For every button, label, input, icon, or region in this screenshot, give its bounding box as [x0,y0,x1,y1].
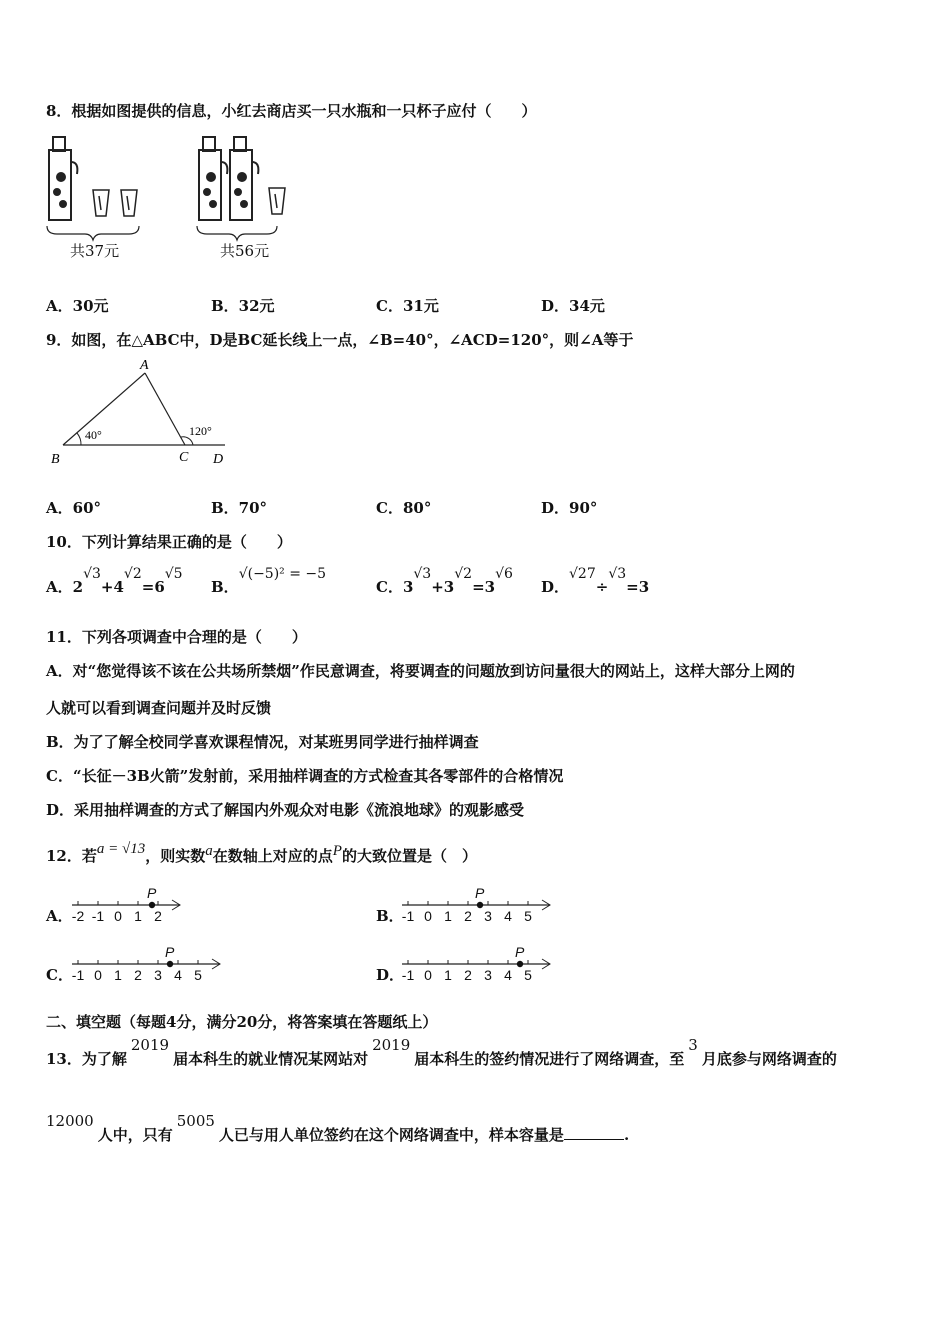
q12-option-a-label: A． [46,907,73,925]
q10-d-expr2: =3 [626,578,650,596]
q12-number-line-b [402,885,562,930]
q13-line2 [46,1112,630,1145]
tick-label: 5 [194,967,202,983]
q10-a-root2: √2 [123,566,142,582]
tick-label: 0 [424,967,432,983]
q13-line1 [46,1036,837,1069]
q10-a-root1: √3 [83,566,101,582]
q12-option-d-label: D． [376,966,405,984]
q12-stem-d: 的大致位置是（ ） [341,847,477,865]
tick-label: 0 [424,908,432,924]
tick-label: 1 [444,967,452,983]
tick-label: 3 [154,967,162,983]
q10-b-expr: √(−5)² = −5 [238,566,327,582]
q10-d-root2: √3 [608,566,627,582]
answer-blank[interactable] [564,1125,624,1140]
label-d: D [213,452,224,467]
label-b: B [51,452,60,467]
bottle-icon-2 [230,137,258,220]
bottle-icon [49,137,77,220]
q13-p4: 月底参与网络调查的 [701,1050,837,1068]
tick-label: 4 [504,967,512,983]
q13-n1: 2019 [130,1036,170,1054]
q10-a-root3: √5 [164,566,183,582]
q10-option-c [376,566,513,597]
q12-number-line-c [72,944,232,989]
q8-option-c: C．31元 [376,297,439,315]
q10-d-root1: √27 [569,566,596,582]
q11-option-a-line1: A．对“您觉得该不该在公共场所禁烟”作民意调查，将要调查的问题放到访问量很大的网站上，这样大部分上网的 [46,662,795,680]
q10-d-label: D． [541,578,570,596]
point-p-label: P [147,885,157,901]
section-2-heading: 二、填空题（每题4分，满分20分，将答案填在答题纸上） [46,1013,438,1031]
q12-stem-b: ，则实数 [145,847,206,865]
q10-d-expr1: ÷ [595,578,609,596]
q12-stem-point: P [332,843,342,859]
q10-stem: 10．下列计算结果正确的是（ ） [46,533,292,551]
q8-option-a: A．30元 [46,297,109,315]
q10-a-expr3: =6 [141,578,165,596]
q9-option-b: B．70° [211,499,268,517]
q10-a-expr1: 2 [72,578,84,596]
tick-label: 1 [444,908,452,924]
side-ab [63,373,145,445]
q12-option-b-label: B． [376,907,404,925]
q9-triangle-figure [45,355,245,470]
angle-b-label: 40° [85,428,102,442]
q13-n2: 2019 [372,1036,411,1054]
tick-label: 2 [154,908,162,924]
side-ac [145,373,185,445]
q13-p6: 人已与用人单位签约在这个网络调查中，样本容量是 [218,1126,564,1144]
q10-c-root3: √6 [495,566,513,582]
q13-p7: . [623,1126,630,1144]
tick-label: -1 [91,908,105,924]
tick-label: -1 [401,908,415,924]
tick-label: 1 [134,908,142,924]
q11-option-c: C．“长征－3B火箭”发射前，采用抽样调查的方式检查其各零部件的合格情况 [46,767,564,785]
q11-option-a-line2: 人就可以看到调查问题并及时反馈 [46,699,272,717]
point-p-marker [149,902,155,908]
q13-n5: 5005 [176,1112,215,1130]
point-p-marker [167,961,173,967]
label-a: A [140,358,149,373]
bottle-icon [199,137,227,220]
q10-a-expr2: +4 [100,578,124,596]
brace [47,226,139,240]
tick-label: 4 [504,908,512,924]
q9-stem: 9．如图，在△ABC中，D是BC延长线上一点，∠B=40°，∠ACD=120°，则∠A等于 [46,331,634,349]
q10-option-d [541,566,650,597]
angle-c-label: 120° [189,424,212,438]
q12-stem-expr: a = √13 [96,841,146,857]
q10-c-expr3: =3 [472,578,496,596]
label-c: C [179,450,189,465]
q8-figure-1-label: 共37元 [70,242,120,260]
tick-label: 0 [114,908,122,924]
q8-stem: 8．根据如图提供的信息，小红去商店买一只水瓶和一只杯子应付（ ） [46,102,537,120]
q12-number-line-d [402,944,562,989]
tick-label: 5 [524,967,532,983]
q11-stem: 11．下列各项调查中合理的是（ ） [46,628,307,646]
tick-label: 4 [174,967,182,983]
tick-label: 5 [524,908,532,924]
q10-option-b [211,566,327,597]
q10-c-expr2: +3 [431,578,455,596]
q13-p2: 届本科生的就业情况某网站对 [173,1050,369,1068]
cup-icon [93,190,137,216]
q10-b-label: B． [211,578,239,596]
point-p-label: P [165,944,175,960]
tick-label: 0 [94,967,102,983]
q8-figure-2-label: 共56元 [220,242,270,260]
q11-option-d: D．采用抽样调查的方式了解国内外观众对电影《流浪地球》的观影感受 [46,801,525,819]
q12-stem-a: 12．若 [46,847,97,865]
angle-b-arc [77,433,81,445]
q12-number-line-a [72,885,212,930]
brace [197,226,277,240]
q10-a-label: A． [46,578,73,596]
q8-option-b: B．32元 [211,297,275,315]
q9-option-c: C．80° [376,499,432,517]
q10-c-root2: √2 [454,566,473,582]
point-p-marker [477,902,483,908]
q9-option-a: A．60° [46,499,102,517]
q10-option-a [46,566,183,597]
point-p-marker [517,961,523,967]
q13-n3: 3 [688,1036,698,1054]
q13-p1: 13．为了解 [46,1050,127,1068]
point-p-label: P [475,885,485,901]
q11-option-b: B．为了了解全校同学喜欢课程情况，对某班男同学进行抽样调查 [46,733,479,751]
tick-label: 2 [464,967,472,983]
q10-c-label: C． [376,578,403,596]
tick-label: 1 [114,967,122,983]
q13-n4: 12000 [46,1112,94,1130]
cup-icon [269,188,285,214]
tick-label: -2 [71,908,85,924]
q12-option-c-label: C． [46,966,73,984]
q13-p5: 人中，只有 [97,1126,173,1144]
tick-label: 2 [134,967,142,983]
tick-label: 2 [464,908,472,924]
q12-stem-c: 在数轴上对应的点 [212,847,333,865]
point-p-label: P [515,944,525,960]
q8-option-d: D．34元 [541,297,605,315]
tick-label: 3 [484,967,492,983]
q13-p3: 届本科生的签约情况进行了网络调查，至 [414,1050,685,1068]
q12-stem [46,841,477,866]
tick-label: -1 [401,967,415,983]
q10-c-root1: √3 [413,566,432,582]
tick-label: -1 [71,967,85,983]
q10-c-expr1: 3 [402,578,414,596]
tick-label: 3 [484,908,492,924]
q9-option-d: D．90° [541,499,598,517]
q12-stem-var: a [205,843,213,859]
